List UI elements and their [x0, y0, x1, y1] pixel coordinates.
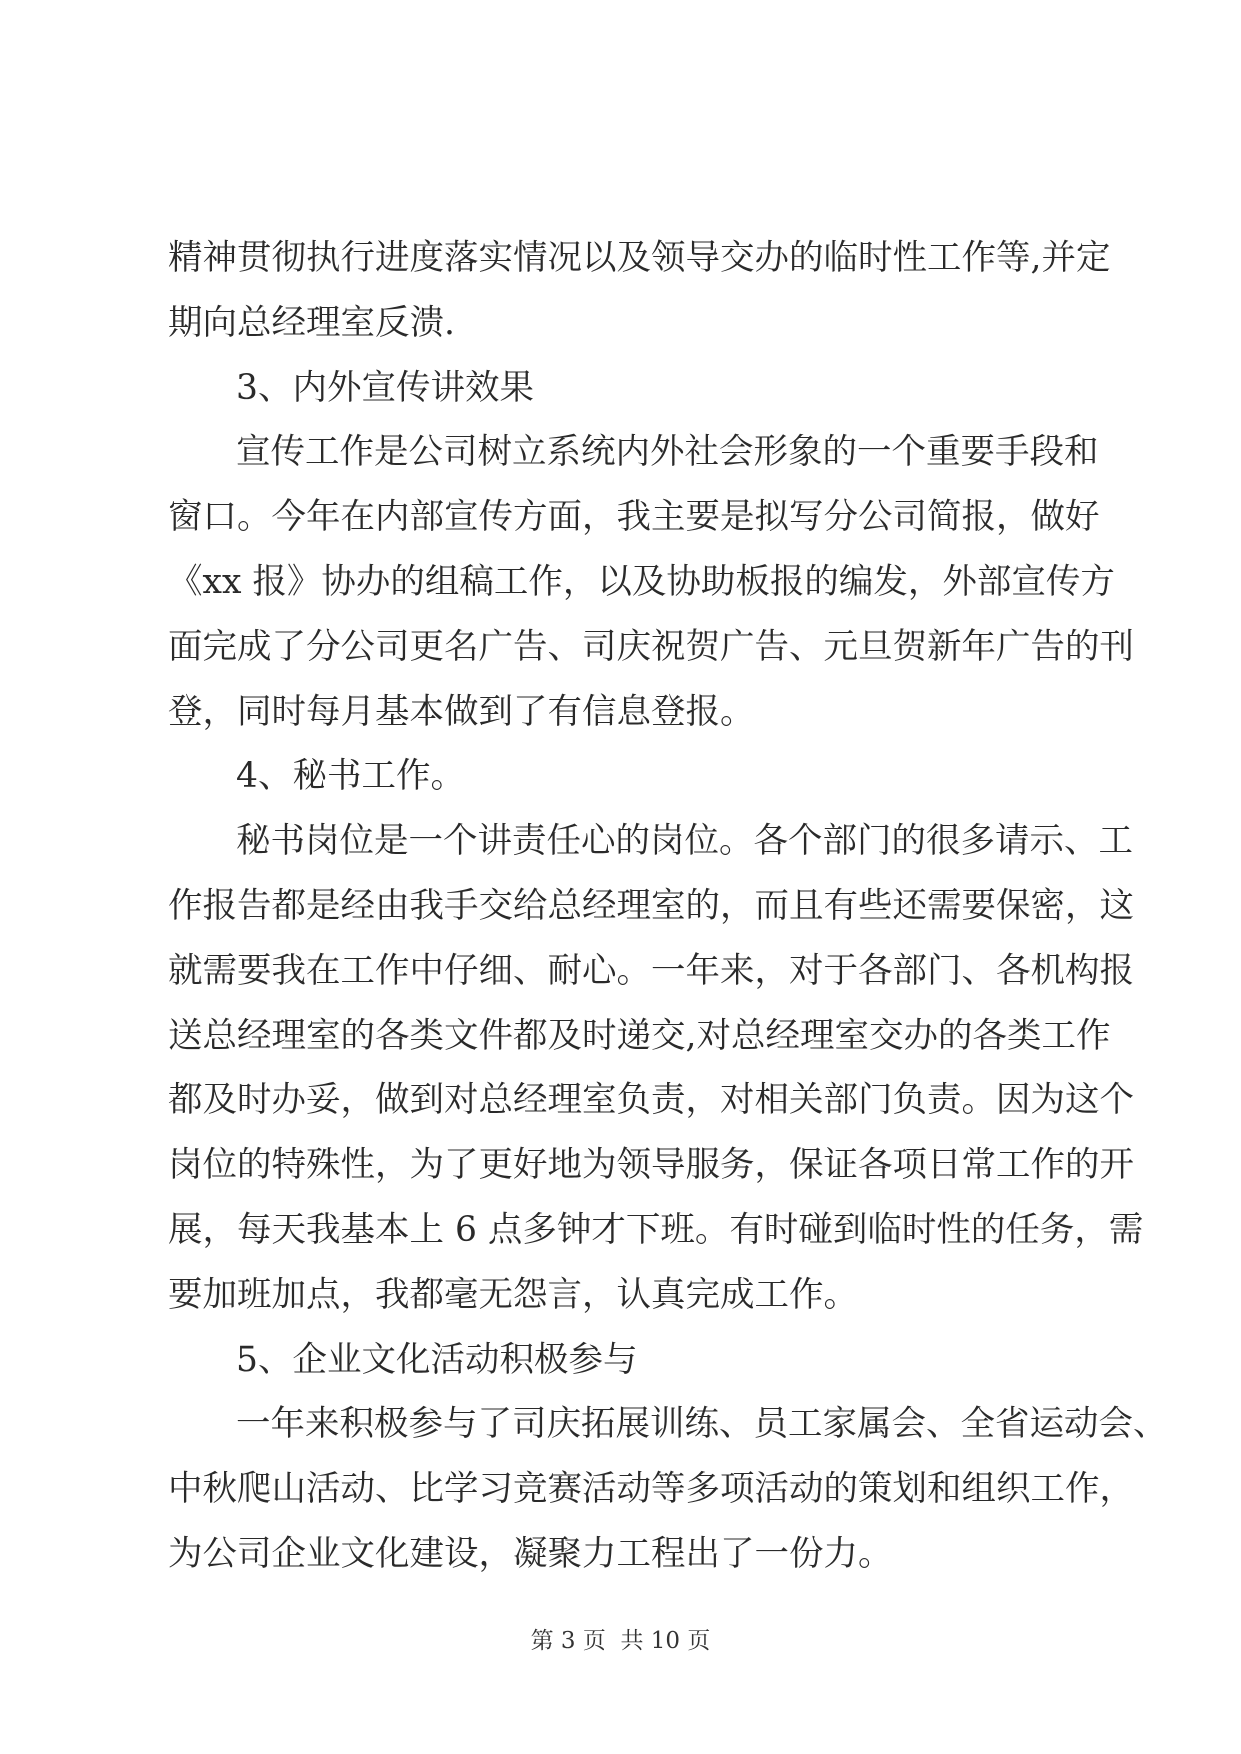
text-line: 展，每天我基本上 6 点多钟才下班。有时碰到临时性的任务，需: [168, 1209, 1144, 1250]
text-line: 都及时办妥，做到对总经理室负责，对相关部门负责。因为这个: [168, 1080, 1134, 1121]
page-number-footer: 第 3 页 共 10 页: [530, 1628, 711, 1654]
text-line: 宣传工作是公司树立系统内外社会形象的一个重要手段和: [236, 432, 1099, 473]
text-line: 《xx 报》协办的组稿工作，以及协助板报的编发，外部宣传方: [168, 561, 1115, 602]
section-heading: 4、秘书工作。: [236, 756, 465, 797]
text-line: 就需要我在工作中仔细、耐心。一年来，对于各部门、各机构报: [168, 950, 1134, 991]
text-line: 作报告都是经由我手交给总经理室的，而且有些还需要保密，这: [168, 885, 1134, 926]
text-line: 一年来积极参与了司庆拓展训练、员工家属会、全省运动会、: [236, 1404, 1168, 1445]
text-line: 要加班加点，我都毫无怨言，认真完成工作。: [168, 1274, 858, 1315]
text-line: 中秋爬山活动、比学习竞赛活动等多项活动的策划和组织工作，: [168, 1469, 1134, 1510]
text-line: 秘书岗位是一个讲责任心的岗位。各个部门的很多请示、工: [236, 821, 1133, 862]
text-line: 送总经理室的各类文件都及时递交,对总经理室交办的各类工作: [168, 1015, 1111, 1056]
text-line: 精神贯彻执行进度落实情况以及领导交办的临时性工作等,并定: [168, 238, 1111, 278]
section-heading: 5、企业文化活动积极参与: [236, 1339, 638, 1380]
section-heading: 3、内外宣传讲效果: [236, 367, 534, 408]
text-line: 登，同时每月基本做到了有信息登报。: [168, 691, 755, 732]
text-line: 为公司企业文化建设，凝聚力工程出了一份力。: [168, 1533, 893, 1574]
text-line: 窗口。今年在内部宣传方面，我主要是拟写分公司简报，做好: [168, 497, 1100, 538]
text-line: 面完成了分公司更名广告、司庆祝贺广告、元旦贺新年广告的刊: [168, 626, 1134, 667]
text-line: 期向总经理室反溃.: [168, 302, 455, 343]
text-line: 岗位的特殊性，为了更好地为领导服务，保证各项日常工作的开: [168, 1145, 1134, 1186]
document-body: [168, 226, 1168, 1587]
